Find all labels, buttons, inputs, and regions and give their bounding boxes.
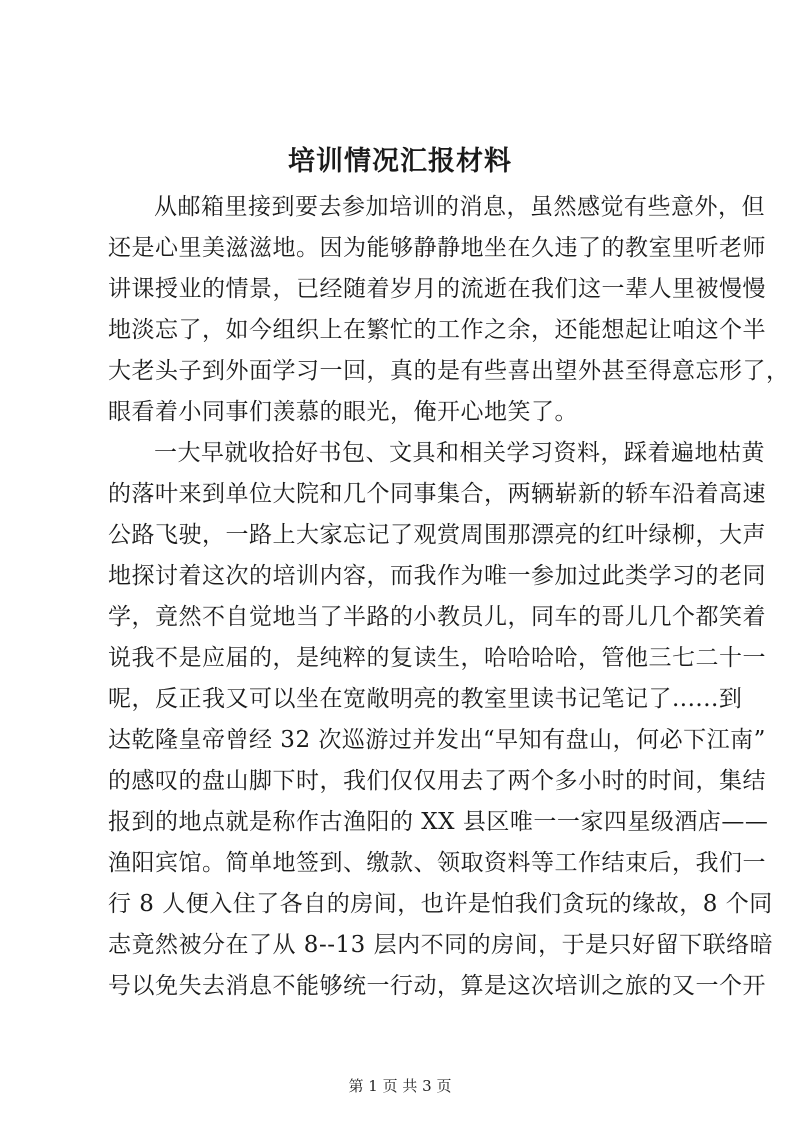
text-line: 报到的地点就是称作古渔阳的 XX 县区唯一一家四星级酒店—— (108, 809, 769, 835)
text-line: 呢，反正我又可以坐在宽敞明亮的教室里读书记笔记了......到 (108, 686, 743, 712)
paragraph-2 (108, 433, 774, 1007)
text-line: 达乾隆皇帝曾经 32 次巡游过并发出“早知有盘山，何必下江南” (108, 727, 766, 753)
text-line: 还是心里美滋滋地。因为能够静静地坐在久违了的教室里听老师 (108, 235, 766, 261)
text-line: 渔阳宾馆。简单地签到、缴款、领取资料等工作结束后，我们一 (108, 850, 766, 876)
text-line: 学，竟然不自觉地当了半路的小教员儿，同车的哥儿几个都笑着 (108, 604, 766, 630)
text-line: 号以免失去消息不能够统一行动，算是这次培训之旅的又一个开 (108, 973, 766, 999)
text-line: 的落叶来到单位大院和几个同事集合，两辆崭新的轿车沿着高速 (108, 481, 766, 507)
paragraph-1 (108, 187, 790, 433)
text-line: 大老头子到外面学习一回，真的是有些喜出望外甚至得意忘形了， (108, 358, 790, 384)
text-line: 志竟然被分在了从 8--13 层内不同的房间，于是只好留下联络暗 (108, 932, 774, 958)
document-title: 培训情况汇报材料 (288, 146, 512, 177)
text-line: 说我不是应届的，是纯粹的复读生，哈哈哈哈，管他三七二十一 (108, 645, 766, 671)
text-line: 眼看着小同事们羡慕的眼光，俺开心地笑了。 (108, 399, 578, 425)
text-line: 讲课授业的情景，已经随着岁月的流逝在我们这一辈人里被慢慢 (108, 276, 766, 302)
page-footer: 第 1 页 共 3 页 (348, 1077, 452, 1095)
text-line: 从邮箱里接到要去参加培训的消息，虽然感觉有些意外，但 (154, 194, 765, 220)
text-line: 地探讨着这次的培训内容，而我作为唯一参加过此类学习的老同 (108, 563, 766, 589)
document-body (108, 187, 790, 1007)
text-line: 行 8 人便入住了各自的房间，也许是怕我们贪玩的缘故，8 个同 (108, 891, 773, 917)
text-line: 公路飞驶，一路上大家忘记了观赏周围那漂亮的红叶绿柳，大声 (108, 522, 766, 548)
text-line: 的感叹的盘山脚下时，我们仅仅用去了两个多小时的时间，集结 (108, 768, 766, 794)
text-line: 一大早就收拾好书包、文具和相关学习资料，踩着遍地枯黄 (154, 440, 765, 466)
text-line: 地淡忘了，如今组织上在繁忙的工作之余，还能想起让咱这个半 (108, 317, 766, 343)
